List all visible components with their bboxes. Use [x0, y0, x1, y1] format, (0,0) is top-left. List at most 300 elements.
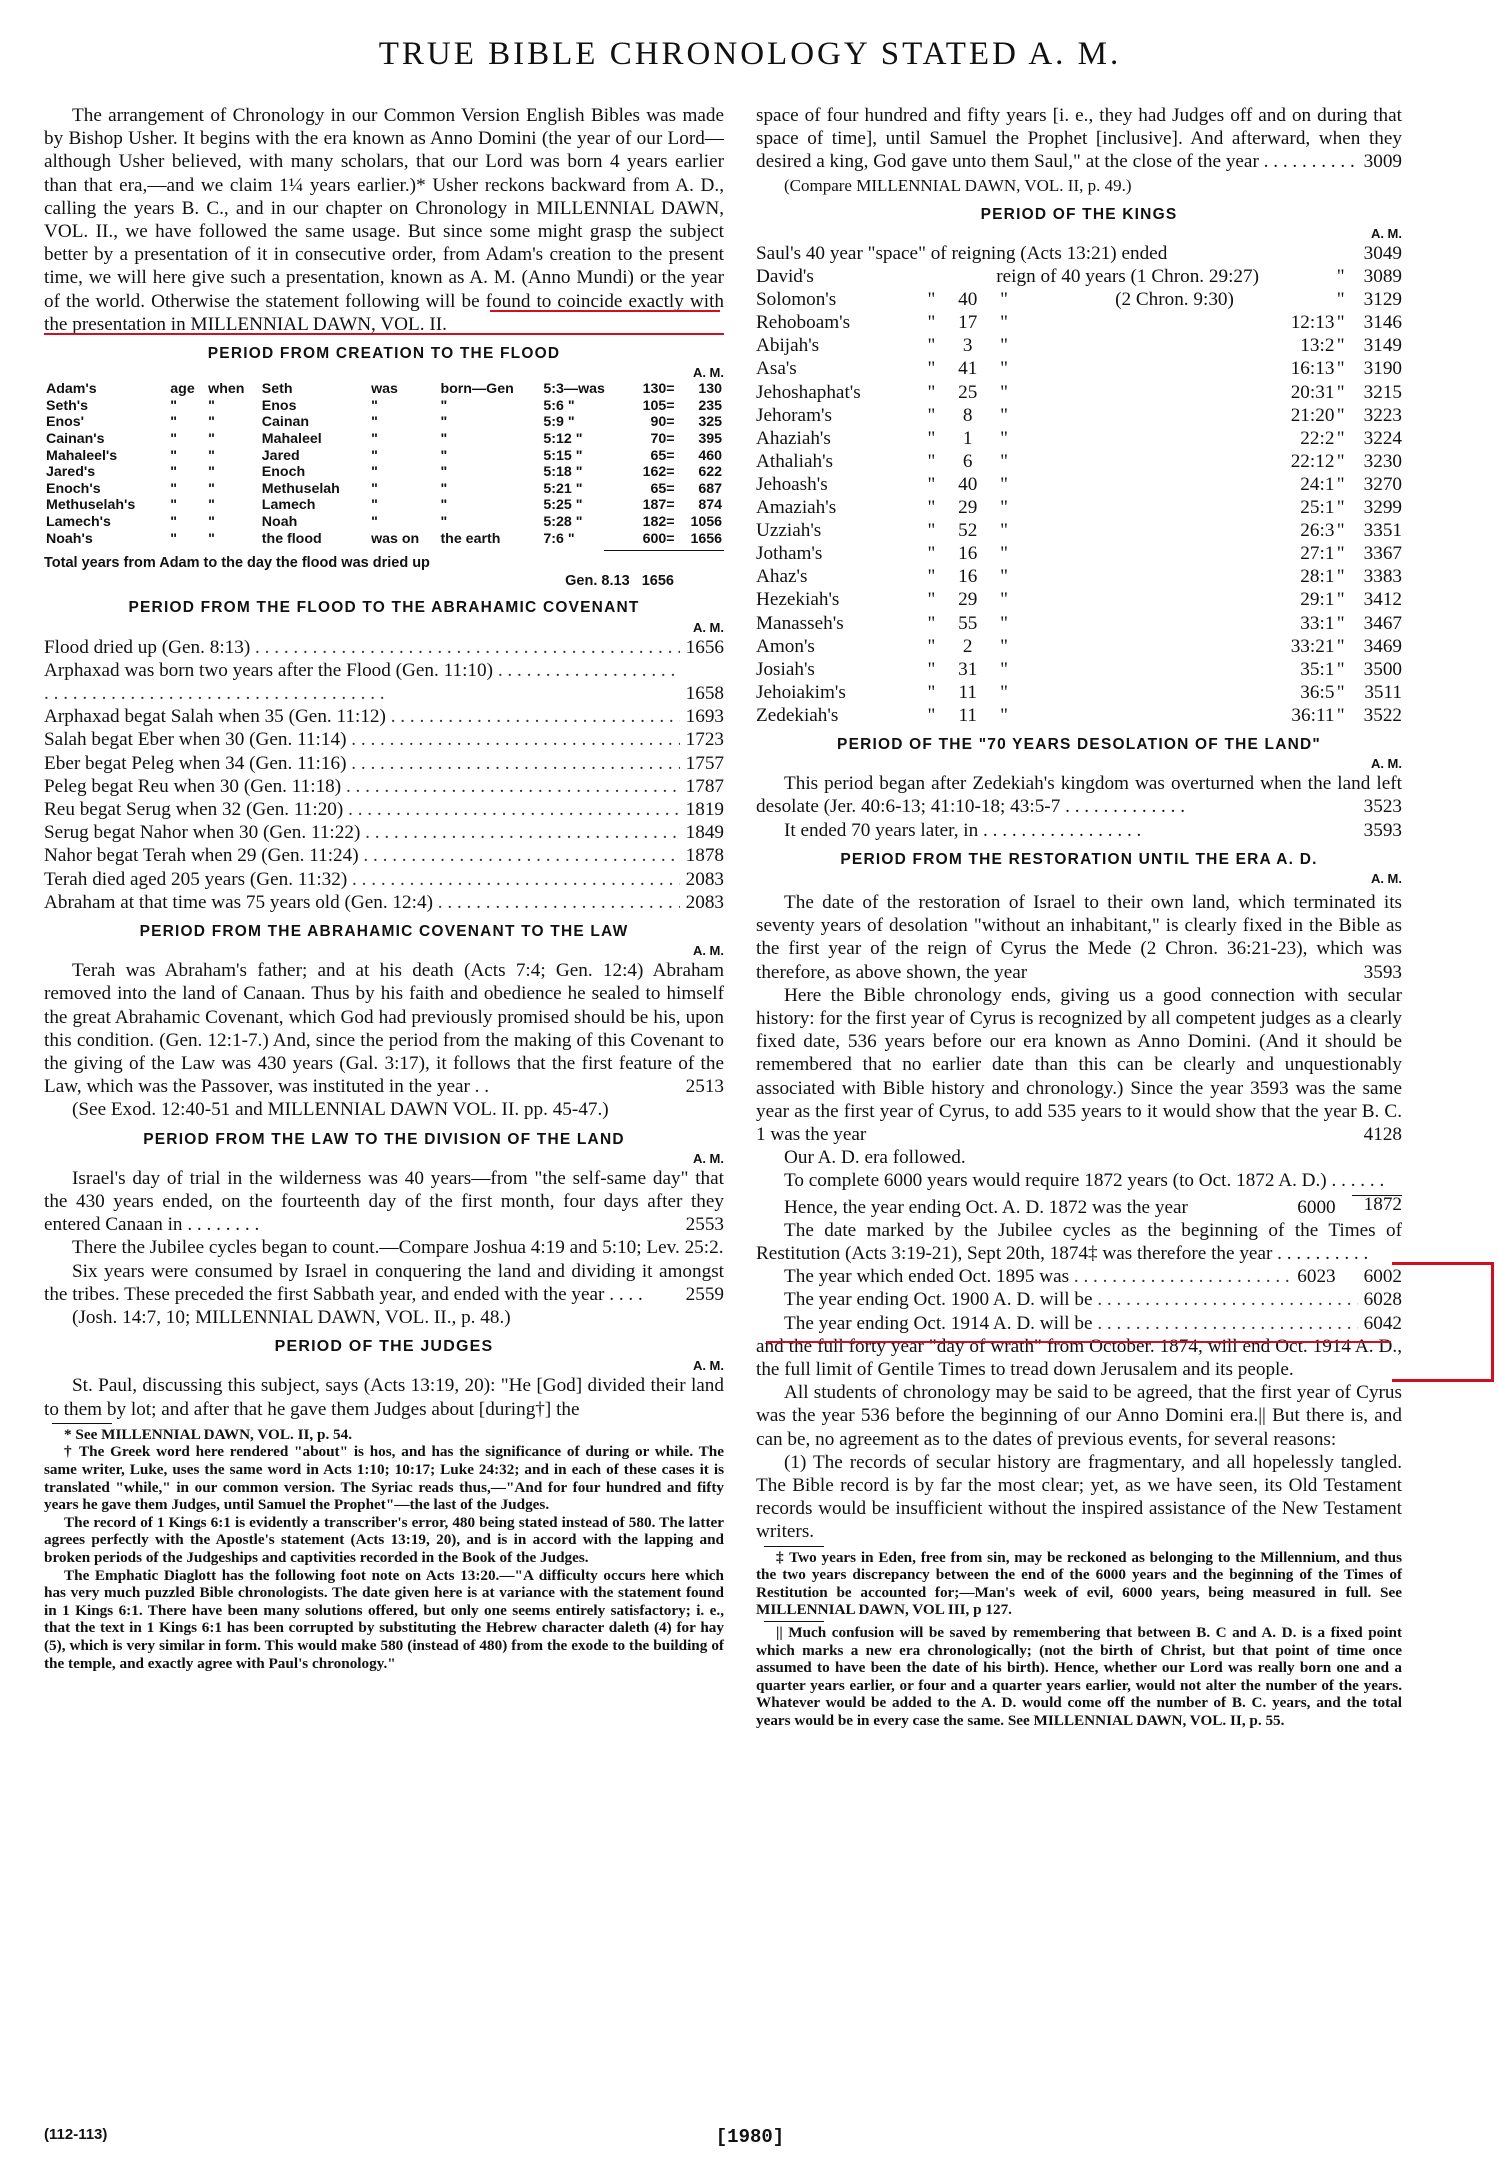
- ditto: ": [1336, 289, 1345, 311]
- genealogy-cell: Jared's: [46, 464, 96, 481]
- chronology-ends-paragraph: Here the Bible chronology ends, giving us a good connection with secular history: for the first year of Cyrus is recognized by all competent judges as a clearly fixed date, 536 years before our era known as Anno Domini. (And it should be remembered that no earlier date than this can be clearly and unquestionably associated with Bible history and chronology.) Since the year 3593 was the same year as the first year of Cyrus, to add 535 years to it would show that the year B. C. 1 was the year 4128: [756, 984, 1402, 1146]
- genealogy-cell: Cainan's: [46, 431, 105, 448]
- ditto: ": [1336, 335, 1345, 357]
- genealogy-cell: Enos: [261, 397, 297, 414]
- kings-table: [756, 242, 1402, 727]
- table-row: [756, 704, 1402, 727]
- table-row: [44, 431, 724, 448]
- footnote-dagger: † The Greek word here rendered "about" is hos, and has the significance of during or while. The same writer, Luke, uses the same word in Acts 1:10; 10:17; Luke 24:32; and in each of these cases it is translated "while," in our common version. The Syriac reads thus,—"And for four hundred and fifty years he gave them Judges, until Samuel the Prophet"—the last of the Judges.: [44, 1443, 724, 1514]
- page-number: [1980]: [715, 2126, 785, 2148]
- table-row: [756, 681, 1402, 704]
- table-row: [756, 404, 1402, 427]
- ditto: ": [927, 589, 936, 611]
- genealogy-cell: ": [208, 513, 215, 530]
- genealogy-cell: 5:15 ": [543, 447, 583, 464]
- table-row: [756, 357, 1402, 380]
- ditto: ": [1336, 635, 1345, 657]
- table-row: [756, 265, 1402, 288]
- six-years-paragraph: Six years were consumed by Israel in conquering the land and dividing it amongst the tribes. These preceded the first Sabbath year, and ended with the year . . . . 2559: [44, 1260, 724, 1305]
- king-year: 3149: [1363, 335, 1402, 357]
- genealogy-cell: Jared: [261, 447, 300, 464]
- genealogy-cell: Lamech: [261, 497, 316, 514]
- genealogy-cell: when: [208, 381, 245, 398]
- jubilee-paragraph: There the Jubilee cycles began to count.—Compare Joshua 4:19 and 5:10; Lev. 25:2.: [72, 1237, 724, 1259]
- list-item: [44, 798, 724, 821]
- ditto: ": [1000, 681, 1008, 703]
- ditto: ": [1000, 289, 1008, 311]
- genealogy-cell: ": [170, 480, 178, 497]
- table-row: [44, 448, 724, 465]
- genealogy-cell: Noah: [261, 513, 298, 530]
- heading-judges: PERIOD OF THE JUDGES: [274, 1338, 494, 1356]
- king-year: 3469: [1363, 635, 1402, 657]
- ditto: ": [1000, 612, 1008, 634]
- genealogy-cell: ": [208, 530, 215, 547]
- ditto: ": [1336, 681, 1345, 703]
- king-reign-years: 3: [962, 335, 973, 357]
- genealogy-cell: 600=: [642, 530, 675, 547]
- page-title: TRUE BIBLE CHRONOLOGY STATED A. M.: [378, 36, 1122, 72]
- king-ref: 33:1: [1300, 612, 1335, 634]
- genealogy-cell: ": [440, 513, 448, 530]
- king-name: Asa's: [756, 358, 797, 380]
- king-ref: 36:11: [1291, 704, 1335, 726]
- king-name: Hezekiah's: [756, 589, 840, 611]
- genealogy-cell: ": [208, 414, 215, 431]
- genealogy-cell: 90=: [650, 414, 675, 431]
- king-reign-years: 40: [958, 473, 978, 495]
- event-year: 2083: [685, 891, 724, 913]
- ditto: ": [927, 381, 936, 403]
- table-row: [756, 658, 1402, 681]
- ditto: ": [1336, 427, 1345, 449]
- genealogy-cell: Noah's: [46, 530, 93, 547]
- king-reign-years: 1: [962, 427, 973, 449]
- ditto: ": [1000, 589, 1008, 611]
- reason-1: (1) The records of secular history are fragmentary, and all hopelessly tangled. The Bible record is by far the most clear; yet, as we have seen, its Old Testament records would be insufficient without the inspired assistance of the New Testament writers.: [756, 1451, 1402, 1543]
- king-ref: 27:1: [1300, 543, 1335, 565]
- ditto: ": [1000, 312, 1008, 334]
- king-ref: 20:31: [1290, 381, 1335, 403]
- ditto: ": [1000, 427, 1008, 449]
- king-year: 3511: [1364, 681, 1402, 703]
- genealogy-cell: ": [208, 464, 215, 481]
- flood-total: Total years from Adam to the day the flood was dried up Gen. 8.13 1656: [44, 555, 674, 589]
- king-reign-years: 16: [958, 566, 978, 588]
- genealogy-cell: ": [371, 431, 378, 448]
- event-year: 1656: [685, 636, 724, 658]
- list-item: [44, 844, 724, 867]
- table-row: [44, 414, 724, 431]
- king-name: Uzziah's: [756, 520, 822, 542]
- david-reign: reign of 40 years (1 Chron. 29:27): [996, 266, 1259, 288]
- king-name: Abijah's: [756, 335, 820, 357]
- footnote-diaglott: The Emphatic Diaglott has the following foot note on Acts 13:20.—"A difficulty occurs here which has very much puzzled Bible chronologists. The date given here is at variance with the statement found in 1 Kings 6:1. There have been many solutions offered, but only one seems entirely satisfactory; i. e., that the text in 1 Kings 6:1 has been corrupted by substituting the Hebrew character daleth (4) for hay (5), which is very similar in form. This would make 580 (instead of 480) from the exode to the building of the temple, and exactly agree with Paul's chronology.": [44, 1566, 724, 1672]
- ditto: ": [1000, 381, 1008, 403]
- event-label: Arphaxad was born two years after the Flood (Gen. 11:10) . . .: [44, 659, 680, 705]
- king-year: 3089: [1363, 266, 1402, 288]
- ditto: ": [1000, 704, 1008, 726]
- ditto: ": [1336, 543, 1345, 565]
- ditto: ": [1000, 520, 1008, 542]
- ditto: ": [1336, 497, 1345, 519]
- event-year: 1723: [685, 729, 724, 751]
- year-1900-row: The year ending Oct. 1900 A. D. will be . . . 6028: [756, 1288, 1402, 1311]
- king-ref: 16:13: [1290, 358, 1335, 380]
- ditto: ": [1336, 266, 1345, 288]
- king-name: Jehoash's: [756, 473, 828, 495]
- table-row: [44, 381, 724, 398]
- ditto: ": [1336, 404, 1345, 426]
- genealogy-cell: 7:6 ": [543, 530, 575, 547]
- am-label: A. M.: [692, 619, 724, 635]
- king-ref: 35:1: [1300, 658, 1335, 680]
- king-reign-years: 40: [958, 289, 978, 311]
- king-year: 3215: [1363, 381, 1402, 403]
- genealogy-cell: ": [170, 431, 178, 448]
- genealogy-cell: 5:25 ": [543, 497, 583, 514]
- genealogy-cell: was: [371, 381, 398, 398]
- genealogy-cell: ": [208, 480, 215, 497]
- ditto: ": [927, 404, 936, 426]
- footnotes-right: [756, 1549, 1402, 1730]
- event-label: Eber begat Peleg when 34 (Gen. 11:16) . . .: [44, 752, 680, 775]
- genealogy-cell: ": [371, 497, 378, 514]
- ditto: ": [1336, 566, 1345, 588]
- king-ref: 21:20: [1290, 404, 1335, 426]
- king-year: 3383: [1363, 566, 1402, 588]
- table-row: [44, 398, 724, 415]
- wrath-paragraph: and the full forty year "day of wrath" from October. 1874, will end Oct. 1914 A. D., the full limit of Gentile Times to tread down Jerusalem and its people.: [756, 1335, 1402, 1381]
- table-row: [756, 588, 1402, 611]
- event-year: 1878: [685, 845, 724, 867]
- genealogy-cell: 5:12 ": [543, 431, 583, 448]
- ditto: ": [1000, 358, 1008, 380]
- king-ref: 33:21: [1290, 635, 1335, 657]
- genealogy-cell: ": [170, 447, 178, 464]
- footnote-eden: ‡ Two years in Eden, free from sin, may be reckoned as belonging to the Millennium, and thus the two years discrepancy between the end of the 6000 years and the beginning of the Times of Restitution be accounted for;—Man's week of evil, 6000 years, being measured in full. See MILLENNIAL DAWN, VOL III, p 127.: [756, 1548, 1402, 1619]
- genealogy-cell: ": [208, 497, 215, 514]
- ditto: ": [1336, 589, 1345, 611]
- ditto: ": [927, 335, 936, 357]
- left-column: [44, 104, 724, 1672]
- saul-row-label: Saul's 40 year "space" of reigning (Acts 13:21) ended: [756, 243, 1168, 265]
- king-ref: 22:2: [1300, 427, 1335, 449]
- king-ref: 36:5: [1300, 681, 1335, 703]
- table-row: [756, 635, 1402, 658]
- king-reign-years: 2: [962, 635, 973, 657]
- king-ref: 28:1: [1300, 566, 1335, 588]
- table-row: [756, 427, 1402, 450]
- genealogy-cell: ": [371, 513, 378, 530]
- genealogy-cell: 70=: [650, 431, 675, 448]
- am-label: A. M.: [1370, 756, 1402, 772]
- ditto: ": [1000, 566, 1008, 588]
- ditto: ": [1000, 450, 1008, 472]
- genealogy-cell: 130=: [642, 381, 675, 398]
- am-label: A. M.: [692, 943, 724, 959]
- genealogy-cell: 5:18 ": [543, 464, 583, 481]
- table-row: [44, 531, 724, 548]
- table-row: [756, 334, 1402, 357]
- genealogy-cell: ": [170, 397, 178, 414]
- king-name: David's: [756, 266, 814, 288]
- table-row: [44, 514, 724, 531]
- king-reign-years: 55: [958, 612, 978, 634]
- king-year: 3367: [1363, 543, 1402, 565]
- heading-desolation: PERIOD OF THE "70 YEARS DESOLATION OF THE LAND": [837, 735, 1321, 753]
- king-name: Jehoshaphat's: [756, 381, 861, 403]
- footnote-star: * See MILLENNIAL DAWN, VOL. II, p. 54.: [64, 1425, 353, 1443]
- king-reign-years: 31: [958, 658, 978, 680]
- ditto: ": [1000, 635, 1008, 657]
- genealogy-cell: ": [371, 480, 378, 497]
- king-ref: 29:1: [1300, 589, 1335, 611]
- abraham-law-ref: (See Exod. 12:40-51 and MILLENNIAL DAWN VOL. II. pp. 45-47.): [72, 1099, 609, 1121]
- heading-kings: PERIOD OF THE KINGS: [980, 205, 1178, 223]
- ditto: ": [927, 635, 936, 657]
- event-year: 1658: [685, 682, 724, 704]
- genealogy-cell: Methuselah: [261, 480, 340, 497]
- jubilee-restitution: The date marked by the Jubilee cycles as the beginning of the Times of Restitution (Acts 3:19-21), Sept 20th, 1874‡ was therefore the year . . . . . . . . . . 6002: [756, 1219, 1402, 1288]
- genealogy-cell: Cainan: [261, 414, 310, 431]
- genealogy-cell: ": [208, 447, 215, 464]
- genealogy-cell: ": [440, 497, 448, 514]
- king-name: Amaziah's: [756, 497, 837, 519]
- table-row: [756, 473, 1402, 496]
- saul-row-year: 3049: [1363, 243, 1402, 265]
- king-reign-years: 29: [958, 497, 978, 519]
- king-reign-years: 52: [958, 520, 978, 542]
- genealogy-table: [44, 381, 724, 547]
- ditto: ": [927, 312, 936, 334]
- table-row: [756, 288, 1402, 311]
- year-1914-row: The year ending Oct. 1914 A. D. will be . . . 6042: [756, 1312, 1402, 1335]
- six-years-ref: (Josh. 14:7, 10; MILLENNIAL DAWN, VOL. II., p. 48.): [72, 1307, 511, 1329]
- genealogy-cell: Lamech's: [46, 513, 111, 530]
- genealogy-cell: 187=: [642, 497, 675, 514]
- genealogy-cell: 325: [698, 414, 722, 431]
- list-item: [44, 705, 724, 728]
- genealogy-cell: 182=: [642, 513, 675, 530]
- genealogy-cell: 5:3—was: [543, 381, 605, 398]
- page-range: (112-113): [44, 2126, 108, 2143]
- ditto: ": [927, 681, 936, 703]
- ditto: ": [1336, 658, 1345, 680]
- event-year: 1693: [685, 706, 724, 728]
- ditto: ": [1000, 404, 1008, 426]
- genealogy-cell: 687: [698, 480, 722, 497]
- genealogy-cell: 105=: [642, 397, 675, 414]
- genealogy-cell: Enos': [46, 414, 85, 431]
- event-year: 1757: [685, 752, 724, 774]
- table-row: [756, 450, 1402, 473]
- red-underline: [490, 310, 720, 312]
- restoration-paragraph: The date of the restoration of Israel to their own land, which terminated its seventy years of desolation "without an inhabitant," is clearly fixed in the Bible as the first year of the reign of Cyrus the Mede (2 Chron. 36:21-23), which was therefore, as above shown, the year 3593: [756, 892, 1402, 983]
- event-label: Reu begat Serug when 32 (Gen. 11:20) . . .: [44, 798, 680, 821]
- genealogy-cell: ": [371, 447, 378, 464]
- king-reign-years: 41: [958, 358, 978, 380]
- king-year: 3129: [1363, 289, 1402, 311]
- table-row: [756, 242, 1402, 265]
- year-1895-row: The year which ended Oct. 1895 was . . . 6023: [756, 1265, 1336, 1288]
- judges-continued: space of four hundred and fifty years [i. e., they had Judges off and on during that space of time], until Samuel the Prophet [inclusive]. And afterward, when they desired a king, God gave unto them Saul," at the close of the year . . . . . . . . . . 3009: [756, 105, 1402, 173]
- ditto: ": [1336, 358, 1345, 380]
- desolation-paragraph: This period began after Zedekiah's kingdom was overturned when the land left desolate (Jer. 40:6-13; 41:10-18; 43:5-7 . . . . . . . . . . . . . 3523: [756, 773, 1402, 818]
- event-label: Salah begat Eber when 30 (Gen. 11:14) . . .: [44, 728, 680, 751]
- event-year: 1787: [685, 775, 724, 797]
- king-ref: 22:12: [1290, 450, 1335, 472]
- genealogy-cell: born—Gen: [440, 381, 514, 398]
- king-name: Ahaziah's: [756, 427, 831, 449]
- genealogy-cell: 5:6 ": [543, 397, 575, 414]
- am-label: A. M.: [692, 1358, 724, 1374]
- king-year: 3500: [1363, 658, 1402, 680]
- ditto: ": [1000, 335, 1008, 357]
- ditto: ": [1336, 381, 1345, 403]
- genealogy-cell: ": [371, 464, 378, 481]
- genealogy-cell: 5:9 ": [543, 414, 575, 431]
- table-row: [44, 464, 724, 481]
- footnote-confusion: || Much confusion will be saved by remembering that between B. C and A. D. is a fixed point which marks a new era chronologically; (not the birth of Christ, but that point of time once assumed to have been the date of his birth). Hence, whether our Lord was really born one and a quarter years earlier, or four and a quarter years earlier, would not alter the number of the years. Whatever would be added to the A. D. would come off the number of B. C. years, and the total years would be in every case the same. See MILLENNIAL DAWN, VOL. II, p. 55.: [756, 1624, 1402, 1730]
- genealogy-cell: ": [440, 480, 448, 497]
- king-ref: 12:13: [1290, 312, 1335, 334]
- king-name: Jehoram's: [756, 404, 832, 426]
- list-item: [44, 728, 724, 751]
- ad-followed: Our A. D. era followed.: [784, 1147, 966, 1169]
- king-name: Athaliah's: [756, 450, 833, 472]
- ditto: ": [1000, 497, 1008, 519]
- genealogy-cell: Enoch: [261, 464, 306, 481]
- footnote-rule: [764, 1621, 824, 1622]
- king-reign-years: 11: [958, 681, 977, 703]
- ditto: ": [927, 566, 936, 588]
- genealogy-cell: Seth: [261, 381, 293, 398]
- genealogy-cell: Mahaleel's: [46, 447, 118, 464]
- footnotes-left: [44, 1426, 724, 1672]
- genealogy-cell: ": [170, 513, 178, 530]
- genealogy-cell: 65=: [650, 447, 675, 464]
- king-year: 3224: [1363, 427, 1402, 449]
- event-year: 2083: [685, 868, 724, 890]
- list-item: [44, 752, 724, 775]
- heading-abraham-law: PERIOD FROM THE ABRAHAMIC COVENANT TO THE LAW: [139, 923, 629, 940]
- genealogy-cell: the earth: [440, 530, 501, 547]
- list-item: [44, 891, 724, 914]
- genealogy-cell: Seth's: [46, 397, 89, 414]
- genealogy-cell: ": [440, 414, 448, 431]
- king-name: Solomon's: [756, 289, 837, 311]
- law-division-paragraph: Israel's day of trial in the wilderness was 40 years—from "the self-same day" that the 430 years ended, on the fourteenth day of the first month, four days after they entered Canaan in . . . . . . . . 2553: [44, 1167, 724, 1236]
- king-name: Ahaz's: [756, 566, 808, 588]
- divider: [604, 550, 724, 551]
- king-name: Manasseh's: [756, 612, 844, 634]
- red-underline: [766, 1341, 1391, 1343]
- desolation-end: It ended 70 years later, in . . . . . . . . . . . . . . . . . 3593: [784, 819, 1402, 841]
- ditto: ": [927, 658, 936, 680]
- heading-creation-flood: PERIOD FROM CREATION TO THE FLOOD: [207, 345, 561, 363]
- genealogy-cell: ": [170, 464, 178, 481]
- list-item: [44, 775, 724, 798]
- king-reign-years: 11: [958, 704, 977, 726]
- king-year: 3522: [1363, 704, 1402, 726]
- king-year: 3223: [1363, 404, 1402, 426]
- ditto: ": [1336, 312, 1345, 334]
- table-row: [756, 542, 1402, 565]
- ditto: ": [927, 497, 936, 519]
- genealogy-cell: 874: [698, 497, 722, 514]
- king-year: 3299: [1363, 497, 1402, 519]
- table-row: [756, 311, 1402, 334]
- genealogy-cell: 130: [698, 381, 722, 398]
- ditto: ": [1336, 520, 1345, 542]
- table-row: [756, 496, 1402, 519]
- genealogy-cell: ": [440, 431, 448, 448]
- genealogy-cell: ": [371, 414, 378, 431]
- king-ref: (2 Chron. 9:30): [1115, 289, 1234, 311]
- heading-law-division: PERIOD FROM THE LAW TO THE DIVISION OF THE LAND: [143, 1130, 625, 1148]
- table-row: [44, 497, 724, 514]
- ditto: ": [1000, 473, 1008, 495]
- king-reign-years: 8: [962, 404, 973, 426]
- king-name: Amon's: [756, 635, 815, 657]
- genealogy-cell: ": [208, 397, 215, 414]
- ditto: ": [927, 520, 936, 542]
- red-underline: [44, 333, 724, 335]
- students-paragraph: All students of chronology may be said to be agreed, that the first year of Cyrus was the year 536 before the beginning of our Anno Domini era.|| But there is, and can be, no agreement as to the dates of previous events, for several reasons:: [756, 1382, 1402, 1450]
- list-item: [44, 868, 724, 891]
- list-item: [44, 636, 724, 659]
- am-label: A. M.: [1370, 226, 1402, 242]
- ditto: ": [1336, 612, 1345, 634]
- genealogy-cell: 5:28 ": [543, 513, 583, 530]
- ditto: ": [927, 704, 936, 726]
- genealogy-cell: ": [440, 397, 448, 414]
- flood-abraham-list: [44, 636, 724, 914]
- king-name: Jotham's: [756, 543, 823, 565]
- table-row: [756, 612, 1402, 635]
- king-year: 3467: [1363, 612, 1402, 634]
- king-year: 3230: [1363, 450, 1402, 472]
- genealogy-cell: 5:21 ": [543, 480, 583, 497]
- judges-paragraph: St. Paul, discussing this subject, says (Acts 13:19, 20): "He [God] divided their land to them by lot; and after that he gave them Judges about [during†] the: [44, 1375, 724, 1420]
- ditto: ": [927, 543, 936, 565]
- genealogy-cell: 235: [698, 397, 722, 414]
- ditto: ": [1000, 658, 1008, 680]
- event-year: 1849: [685, 822, 724, 844]
- table-row: [756, 565, 1402, 588]
- genealogy-cell: Enoch's: [46, 480, 101, 497]
- footnote-rule: [52, 1423, 112, 1424]
- genealogy-cell: 460: [698, 447, 722, 464]
- genealogy-cell: ": [170, 414, 178, 431]
- genealogy-cell: 1056: [690, 513, 722, 530]
- footnote-rule: [764, 1546, 824, 1547]
- ditto: ": [1336, 450, 1345, 472]
- ditto: ": [927, 427, 936, 449]
- event-label: Flood dried up (Gen. 8:13) . . .: [44, 636, 680, 659]
- king-reign-years: 17: [958, 312, 978, 334]
- ditto: ": [927, 450, 936, 472]
- genealogy-cell: the flood: [261, 530, 322, 547]
- genealogy-cell: 162=: [642, 464, 675, 481]
- list-item: [44, 659, 724, 705]
- genealogy-cell: ": [208, 431, 215, 448]
- ditto: ": [1336, 704, 1345, 726]
- king-ref: 13:2: [1300, 335, 1335, 357]
- ditto: ": [927, 473, 936, 495]
- event-label: Nahor begat Terah when 29 (Gen. 11:24) . . .: [44, 844, 680, 867]
